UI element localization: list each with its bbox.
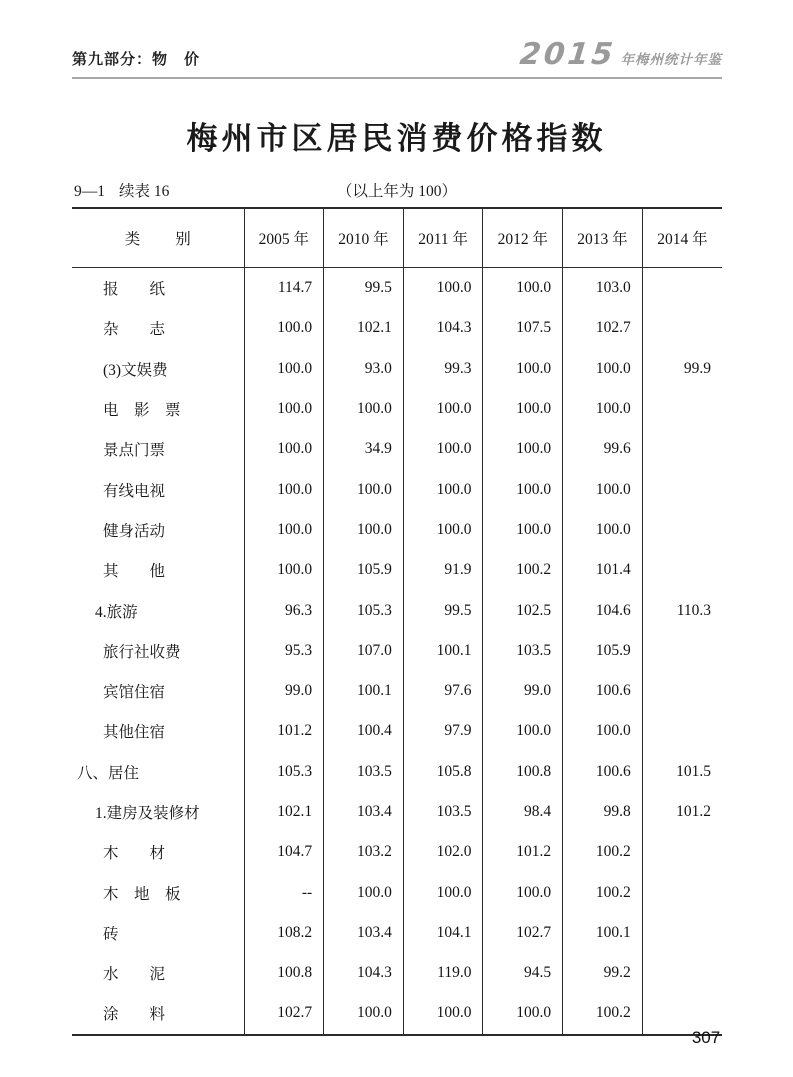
- column-header-year: 2005 年: [244, 208, 324, 268]
- row-category-label: 健身活动: [103, 522, 166, 540]
- row-value: 100.0: [324, 510, 404, 550]
- row-value: 91.9: [403, 550, 483, 590]
- row-value: 100.0: [563, 349, 643, 389]
- column-header-year: 2011 年: [403, 208, 483, 268]
- row-value: 100.0: [483, 993, 563, 1034]
- row-value: 95.3: [244, 631, 324, 671]
- table-body: [72, 268, 722, 1035]
- row-value: 100.1: [563, 913, 643, 953]
- row-value: 100.0: [563, 711, 643, 751]
- row-value: 100.8: [483, 752, 563, 792]
- row-value: 100.0: [403, 268, 483, 309]
- yearbook-logo-title: 年梅州统计年鉴: [620, 52, 722, 67]
- row-value: [642, 631, 722, 671]
- table-base-note: （以上年为 100）: [336, 183, 458, 200]
- row-value: 100.6: [563, 671, 643, 711]
- row-value: 99.6: [563, 429, 643, 469]
- row-value: 97.6: [403, 671, 483, 711]
- running-head: [72, 37, 722, 79]
- column-header-category: [72, 208, 244, 268]
- row-value: 110.3: [642, 590, 722, 630]
- row-category-label: 有线电视: [103, 482, 166, 500]
- table-row: [72, 590, 722, 630]
- row-category-label: 电 影 票: [103, 402, 181, 420]
- row-value: 100.0: [324, 872, 404, 912]
- table-row: [72, 389, 722, 429]
- row-value: --: [244, 872, 324, 912]
- table-row: [72, 550, 722, 590]
- row-value: 99.2: [563, 953, 643, 993]
- row-value: 100.0: [403, 389, 483, 429]
- row-value: 100.0: [483, 469, 563, 509]
- row-value: [642, 953, 722, 993]
- row-value: 100.0: [483, 872, 563, 912]
- row-value: 100.0: [483, 389, 563, 429]
- yearbook-logo-year: 2015: [518, 37, 618, 72]
- row-value: 102.7: [563, 308, 643, 348]
- row-value: 100.2: [563, 993, 643, 1034]
- row-value: 101.4: [563, 550, 643, 590]
- row-value: 103.5: [483, 631, 563, 671]
- table-row: [72, 711, 722, 751]
- row-category-label: 其他住宿: [103, 724, 166, 742]
- column-header-category-label: 类 别: [124, 231, 191, 248]
- row-value: 100.0: [244, 510, 324, 550]
- row-category-label: 报 纸: [103, 281, 166, 299]
- page-number: 307: [691, 1028, 721, 1047]
- row-category-label: 涂 料: [103, 1006, 166, 1024]
- row-value: [642, 913, 722, 953]
- row-value: 100.0: [324, 993, 404, 1034]
- price-index-table: [72, 207, 722, 1036]
- row-category-label: 水 泥: [103, 966, 166, 984]
- row-value: 100.2: [563, 832, 643, 872]
- row-value: 107.5: [483, 308, 563, 348]
- row-value: 99.5: [403, 590, 483, 630]
- row-value: [642, 711, 722, 751]
- table-meta-line: [72, 178, 722, 204]
- row-value: 104.3: [324, 953, 404, 993]
- row-value: 100.4: [324, 711, 404, 751]
- row-value: [642, 550, 722, 590]
- row-value: 102.0: [403, 832, 483, 872]
- row-value: 100.0: [483, 349, 563, 389]
- row-value: 101.2: [642, 792, 722, 832]
- table-row: [72, 752, 722, 792]
- row-value: 105.3: [324, 590, 404, 630]
- row-category-label: 旅行社收费: [103, 643, 181, 661]
- row-value: 100.0: [403, 993, 483, 1034]
- row-value: 114.7: [244, 268, 324, 309]
- row-value: 100.6: [563, 752, 643, 792]
- row-value: 100.0: [244, 389, 324, 429]
- row-value: 100.0: [403, 510, 483, 550]
- row-value: 102.1: [244, 792, 324, 832]
- row-value: 100.0: [403, 872, 483, 912]
- row-value: 105.8: [403, 752, 483, 792]
- row-value: 100.1: [324, 671, 404, 711]
- row-value: 104.3: [403, 308, 483, 348]
- row-value: 102.7: [244, 993, 324, 1034]
- row-category-label: 景点门票: [103, 442, 166, 460]
- row-value: 100.0: [403, 469, 483, 509]
- row-value: 99.3: [403, 349, 483, 389]
- table-row: [72, 792, 722, 832]
- row-value: 108.2: [244, 913, 324, 953]
- table-row: [72, 349, 722, 389]
- row-category-label: 木 地 板: [103, 885, 181, 903]
- table-row: [72, 308, 722, 348]
- table-row: [72, 671, 722, 711]
- column-header-year: 2013 年: [563, 208, 643, 268]
- yearbook-logo: [518, 37, 722, 72]
- row-value: 98.4: [483, 792, 563, 832]
- row-category-label: (3)文娱费: [103, 361, 168, 379]
- row-value: [642, 389, 722, 429]
- row-category-label: 砖: [103, 925, 119, 943]
- row-value: 105.9: [324, 550, 404, 590]
- row-value: 103.4: [324, 913, 404, 953]
- row-value: [642, 308, 722, 348]
- row-value: [642, 832, 722, 872]
- row-category-label: 木 材: [103, 845, 166, 863]
- table-row: [72, 429, 722, 469]
- row-value: 34.9: [324, 429, 404, 469]
- row-value: [642, 268, 722, 309]
- row-value: 101.2: [483, 832, 563, 872]
- row-value: 105.3: [244, 752, 324, 792]
- row-value: 105.9: [563, 631, 643, 671]
- row-value: 101.5: [642, 752, 722, 792]
- column-header-year: 2010 年: [324, 208, 404, 268]
- row-value: 102.7: [483, 913, 563, 953]
- row-value: 102.5: [483, 590, 563, 630]
- table-row: [72, 469, 722, 509]
- table-continued-label: 续表 16: [119, 183, 170, 200]
- row-value: 100.2: [483, 550, 563, 590]
- row-value: 100.0: [563, 389, 643, 429]
- table-number: 9—1: [74, 183, 105, 200]
- row-value: [642, 429, 722, 469]
- row-value: 119.0: [403, 953, 483, 993]
- row-value: 107.0: [324, 631, 404, 671]
- table-row: [72, 913, 722, 953]
- row-value: 100.0: [483, 510, 563, 550]
- row-value: [642, 872, 722, 912]
- row-value: 97.9: [403, 711, 483, 751]
- row-value: 100.0: [483, 268, 563, 309]
- table-row: [72, 631, 722, 671]
- row-value: 100.0: [244, 469, 324, 509]
- row-value: 104.1: [403, 913, 483, 953]
- row-value: 100.0: [403, 429, 483, 469]
- table-row: [72, 510, 722, 550]
- row-value: 100.1: [403, 631, 483, 671]
- row-value: 99.0: [483, 671, 563, 711]
- column-header-year: 2012 年: [483, 208, 563, 268]
- row-value: 99.8: [563, 792, 643, 832]
- table-row: [72, 872, 722, 912]
- row-value: 103.0: [563, 268, 643, 309]
- row-value: 100.0: [244, 550, 324, 590]
- row-value: 103.2: [324, 832, 404, 872]
- row-value: 103.5: [403, 792, 483, 832]
- row-value: [642, 469, 722, 509]
- row-value: 100.0: [483, 429, 563, 469]
- row-value: 104.7: [244, 832, 324, 872]
- table-row: [72, 993, 722, 1034]
- row-value: 101.2: [244, 711, 324, 751]
- row-value: 100.0: [483, 711, 563, 751]
- row-value: [642, 510, 722, 550]
- row-value: 100.0: [244, 308, 324, 348]
- row-value: 100.0: [324, 389, 404, 429]
- row-value: 100.2: [563, 872, 643, 912]
- row-category-label: 4.旅游: [95, 603, 138, 621]
- table-row: [72, 953, 722, 993]
- row-value: 100.0: [244, 349, 324, 389]
- table-row: [72, 832, 722, 872]
- row-value: 96.3: [244, 590, 324, 630]
- section-label: 第九部分：物 价: [72, 51, 201, 68]
- table-row: [72, 268, 722, 309]
- row-value: 103.5: [324, 752, 404, 792]
- row-value: 100.0: [244, 429, 324, 469]
- row-value: 93.0: [324, 349, 404, 389]
- row-value: 104.6: [563, 590, 643, 630]
- row-category-label: 八、居住: [77, 764, 140, 782]
- row-value: 102.1: [324, 308, 404, 348]
- column-header-year: 2014 年: [642, 208, 722, 268]
- row-value: 100.0: [324, 469, 404, 509]
- row-value: 100.0: [563, 510, 643, 550]
- table-header-row: [72, 208, 722, 268]
- row-value: 99.9: [642, 349, 722, 389]
- row-category-label: 宾馆住宿: [103, 684, 166, 702]
- row-value: 100.0: [563, 469, 643, 509]
- row-value: 103.4: [324, 792, 404, 832]
- row-value: 99.5: [324, 268, 404, 309]
- page-title: 梅州市区居民消费价格指数: [186, 121, 607, 156]
- row-category-label: 杂 志: [103, 321, 166, 339]
- row-category-label: 其 他: [103, 563, 166, 581]
- row-value: 94.5: [483, 953, 563, 993]
- row-category-label: 1.建房及装修材: [95, 805, 200, 822]
- row-value: 99.0: [244, 671, 324, 711]
- row-value: [642, 671, 722, 711]
- row-value: 100.8: [244, 953, 324, 993]
